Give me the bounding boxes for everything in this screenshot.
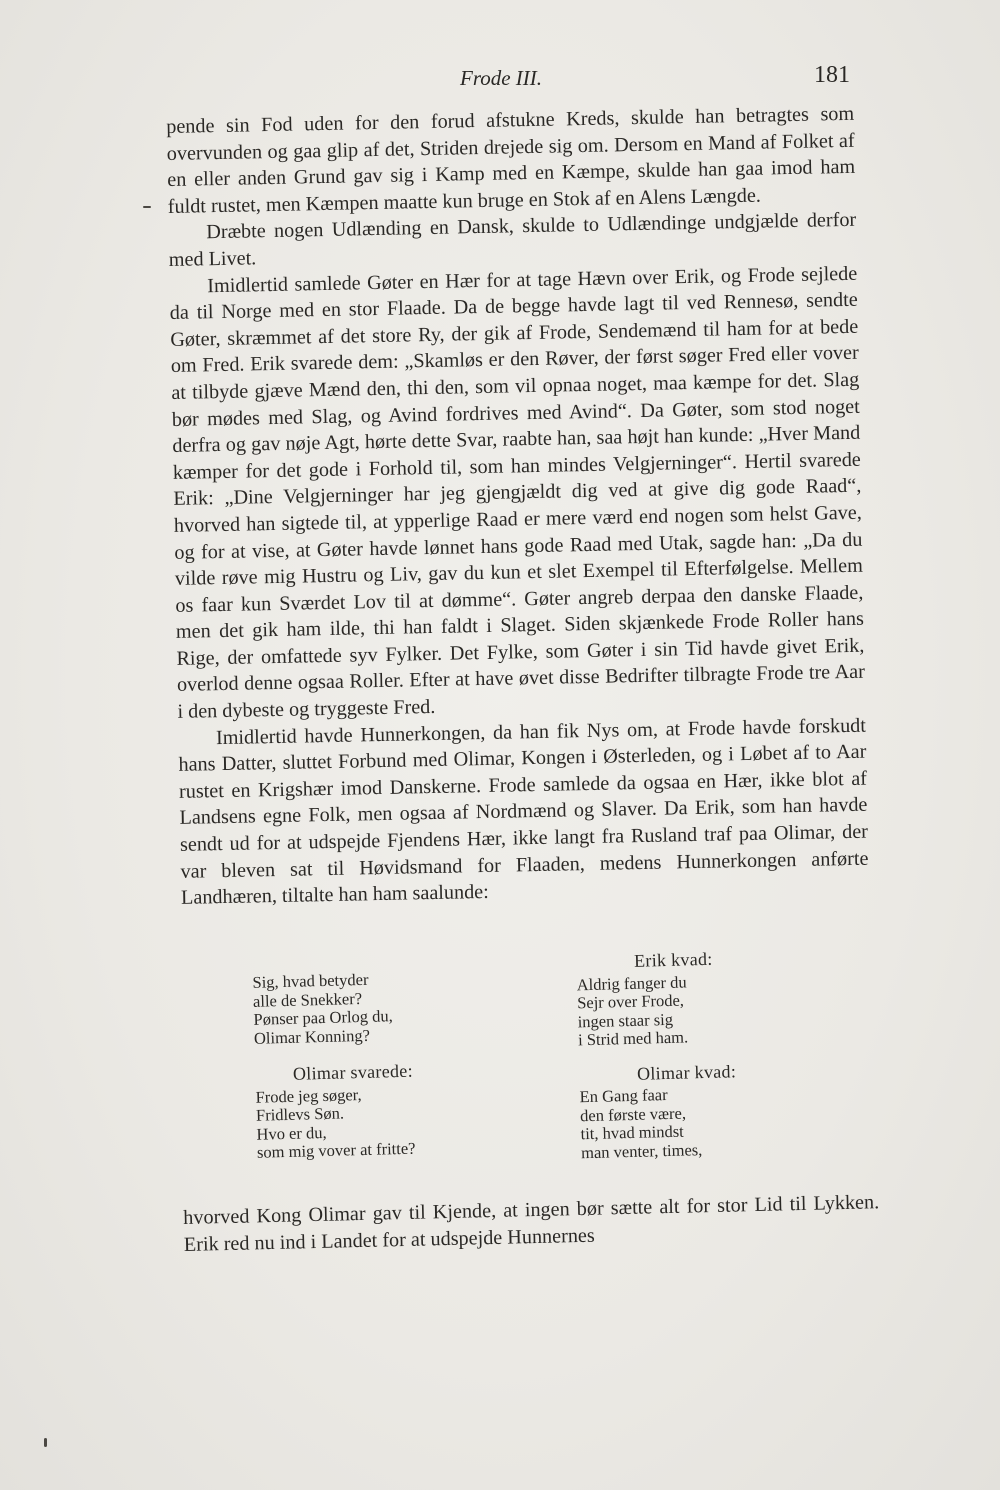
verse-line: Sig, hvad betyder: [252, 969, 369, 992]
paragraph-4: Imidlertid havde Hunnerkongen, da han fik Nys om, at Frode havde forskudt hans Datter, sluttet Forbund med Olimar, Kongen i Østerleden, og i Løbet af to Aar rustet en Krigshær imod Danskerne. Frode samlede da ogsaa en Hær, ikke blot af Landsens egne Folk, men ogsaa af Nordmænd og Slaver. Da Erik, som han havde sendt ud for at udspejde Fjendens Hær, ikke langt fra Rusland traf paa Olimar, der var bleven sat til Høvidsmand for Flaaden, medens Hunnerkongen anførte Landhæren, tiltalte han ham saalunde:: [178, 714, 869, 910]
verse-line: Sejr over Frode,: [576, 990, 685, 1013]
stanza-heading-olimar-svarede: Olimar svarede:: [292, 1060, 414, 1084]
running-title: Frode III.: [460, 66, 543, 90]
verse-column-left: [252, 955, 507, 1162]
closing-text: [183, 1189, 880, 1258]
stanza-erik-kvad: [576, 969, 828, 1050]
verse-block: [246, 947, 812, 1192]
paragraph-3: Imidlertid samlede Gøter en Hær for at tage Hævn over Erik, og Frode sejlede da til Norge med en stor Flaade. Da de begge havde lagt til ved Rennesø, sendte Gøter, skræmmet af det store Ry, der gik af Frode, Sendemænd til ham for at bede om Fred. Erik svarede dem: „Skamløs er den Røver, der først søger Fred eller vover at tilbyde gjæve Mænd den, thi den, som vil opnaa noget, maa kæmpe for det. Slag bør mødes med Slag, og Avind fordrives med Avind“. Da Gøter, som stod noget derfra og gav nøje Agt, hørte dette Svar, raabte han, saa højt han kunde: „Hver Mand kæmper for det gode i Forhold til, som han mindes Velgjerninger“. Hertil svarede Erik: „Dine Velgjerninger har jeg gjengjældt dig ved at give dig gode Raad“, hvorved han sigtede til, at ypperlige Raad er mere værd end nogen som helst Gave, og for at vise, at Gøter havde lønnet hans gode Raad med Utak, sagde han: „Da du vilde røve mig Hustru og Liv, gav du kun et slet Exempel til Efterfølgelse. Mellem os faar kun Sværdet Lov til at dømme“. Gøter angreb derpaa den danske Flaade, men det gik ham ilde, thi han faldt i Slaget. Siden skjænkede Frode Roller hans Rige, der omfattede syv Fylker. Det Fylke, som Gøter i sin Tid havde givet Erik, overlod denne ogsaa Roller. Efter at have øvet disse Bedrifter tilbragte Frode tre Aar i den dybeste og tryggeste Fred.: [169, 262, 866, 723]
stanza-olimar-kvad: [579, 1082, 831, 1163]
paragraph-2: Dræbte nogen Udlænding en Dansk, skulde to Udlændinge undgjælde derfor med Livet.: [168, 209, 857, 271]
margin-mark: [44, 1438, 47, 1447]
verse-column-right: [576, 947, 831, 1162]
verse-line: tit, hvad mindst: [580, 1121, 684, 1144]
verse-line: En Gang faar: [579, 1085, 668, 1107]
verse-line: ingen staar sig: [577, 1009, 674, 1031]
page-number: 181: [814, 62, 850, 88]
stanza-erik-question: [252, 967, 504, 1048]
stanza-heading-olimar-kvad: Olimar kvad:: [636, 1060, 737, 1084]
paragraph-1: pende sin Fod uden for den forud afstukne Kreds, skulde han betragtes som overvunden og gaa glip af det, Striden drejede sig om. Dersom en Mand af Folket af en eller anden Grund gav sig i Kamp med en Kæmpe, skulde han gaa imod ham fuldt rustet, men Kæmpen maatte kun bruge en Stok af en Alens Længde.: [166, 102, 856, 218]
verse-line: i Strid med ham.: [577, 1027, 689, 1050]
verse-line: Olimar Konning?: [253, 1025, 371, 1048]
stanza-olimar-answer: [255, 1082, 507, 1163]
verse-line: Aldrig fanger du: [576, 971, 687, 994]
verse-line: alle de Snekker?: [252, 988, 363, 1011]
verse-line: Frode jeg søger,: [255, 1084, 362, 1107]
closing-paragraph: hvorved Kong Olimar gav til Kjende, at ingen bør sætte alt for stor Lid til Lykken. Erik red nu ind i Landet for at udspejde Hunnernes: [183, 1191, 880, 1256]
body-text: [166, 101, 869, 912]
verse-line: den første være,: [579, 1103, 687, 1125]
stanza-heading-erik-kvad: Erik kvad:: [633, 948, 713, 971]
verse-line: som mig vover at fritte?: [256, 1138, 416, 1162]
verse-line: Fridlevs Søn.: [255, 1103, 345, 1125]
verse-line: Pønser paa Orlog du,: [253, 1006, 394, 1029]
margin-mark: [143, 206, 151, 208]
verse-line: Hvo er du,: [256, 1122, 327, 1144]
page-header: [160, 62, 850, 94]
verse-line: man venter, times,: [580, 1139, 703, 1162]
